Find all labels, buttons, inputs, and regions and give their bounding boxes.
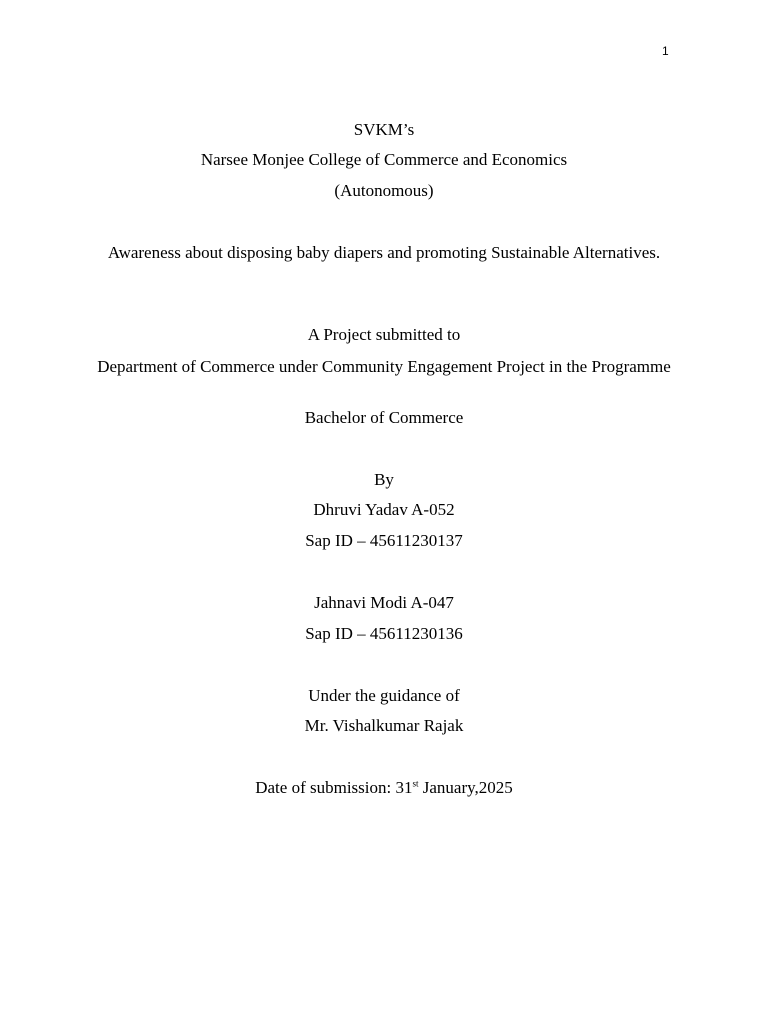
author-sap-id-2: Sap ID – 45611230136 <box>305 624 463 643</box>
department-programme: Department of Commerce under Community Engagement Project in the Programme <box>97 357 671 376</box>
date-day: 31 <box>395 778 413 797</box>
project-title: Awareness about disposing baby diapers and promoting Sustainable Alternatives. <box>107 243 661 262</box>
autonomous-status: (Autonomous) <box>334 181 434 200</box>
date-month-year: January,2025 <box>418 778 513 797</box>
date-day-suffix: st <box>412 778 419 789</box>
author-name-1: Dhruvi Yadav A-052 <box>313 500 455 519</box>
page-number: 1 <box>662 44 669 58</box>
author-name-2: Jahnavi Modi A-047 <box>314 593 454 612</box>
degree-programme: Bachelor of Commerce <box>304 408 464 427</box>
guidance-label: Under the guidance of <box>308 686 460 705</box>
submission-intro: A Project submitted to <box>307 325 461 344</box>
submission-date <box>100 777 668 798</box>
college-name: Narsee Monjee College of Commerce and Economics <box>200 150 568 169</box>
date-label: Date of submission: <box>255 778 396 797</box>
author-sap-id-1: Sap ID – 45611230137 <box>305 531 463 550</box>
guide-name: Mr. Vishalkumar Rajak <box>304 716 464 735</box>
by-label: By <box>374 470 394 489</box>
institution-short-name: SVKM’s <box>353 120 415 139</box>
